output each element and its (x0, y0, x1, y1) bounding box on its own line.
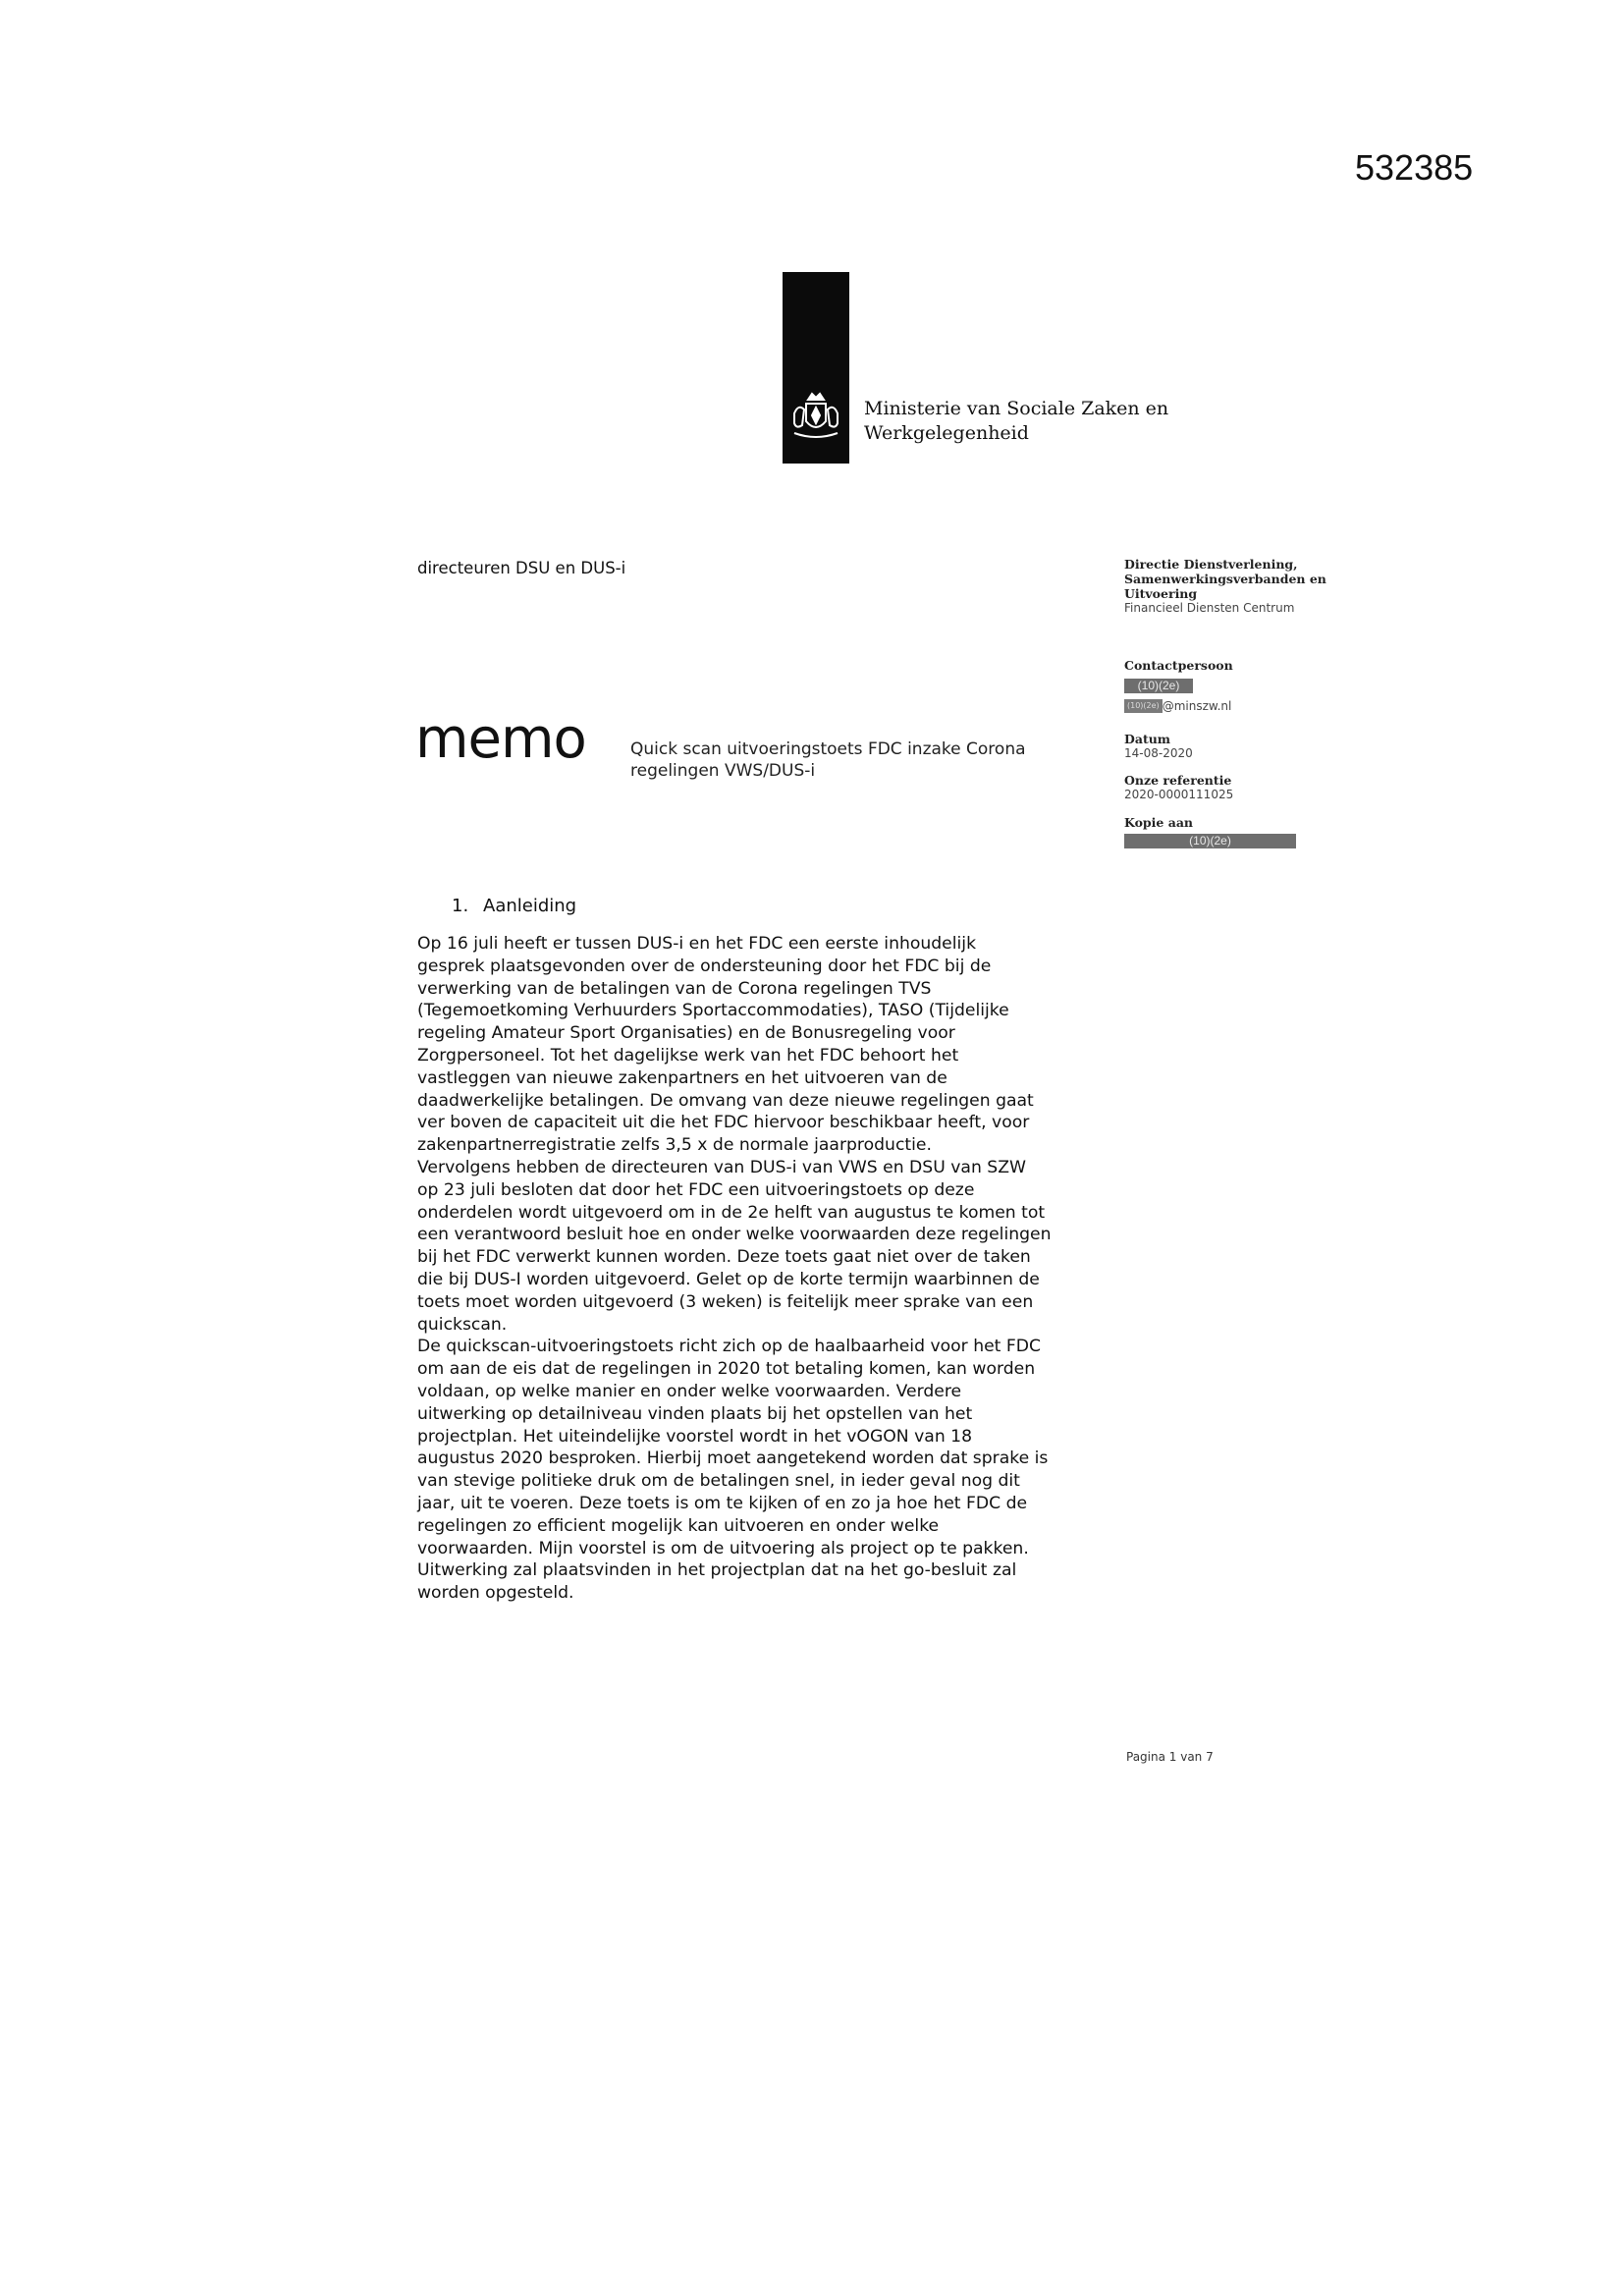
kopie-label: Kopie aan (1124, 815, 1194, 830)
recipients: directeuren DSU en DUS-i (417, 559, 626, 577)
department: Financieel Diensten Centrum (1124, 601, 1295, 615)
datum-value: 14-08-2020 (1124, 746, 1193, 760)
ministry-line-2: Werkgelegenheid (864, 422, 1029, 444)
kopie-redaction: (10)(2e) (1124, 834, 1296, 848)
ministry-name (864, 397, 1168, 446)
ministry-line-1: Ministerie van Sociale Zaken en (864, 398, 1169, 419)
ref-label: Onze referentie (1124, 773, 1232, 788)
email-domain: @minszw.nl (1162, 699, 1232, 713)
body-paragraph: Vervolgens hebben de directeuren van DUS-i van VWS en DSU van SZW op 23 juli besloten dat door het FDC een uitvoeringstoets op deze onderdelen wordt uitgevoerd om in de 2e helft van augustus te komen tot een verantwoord besluit hoe en onder welke voorwaarden deze regelingen bij het FDC verwerkt kunnen worden. Deze toets gaat niet over de taken die bij DUS-I worden uitgevoerd. Gelet op de korte termijn waarbinnen de toets moet worden uitgevoerd (3 weken) is feitelijk meer sprake van een quickscan. (417, 1157, 1052, 1335)
directorate-line-1: Directie Dienstverlening, (1124, 557, 1298, 572)
contact-label: Contactpersoon (1124, 658, 1233, 673)
royal-crest-icon (788, 390, 843, 445)
document-number: 532385 (1355, 147, 1474, 188)
sidebar-directorate (1124, 557, 1350, 616)
section-title: Aanleiding (483, 896, 577, 916)
page-number: Pagina 1 van 7 (1126, 1750, 1214, 1764)
ref-value: 2020-0000111025 (1124, 788, 1234, 801)
section-heading (452, 896, 576, 916)
directorate-line-2: Samenwerkingsverbanden en (1124, 572, 1326, 586)
subject-line-1: Quick scan uitvoeringstoets FDC inzake Corona (630, 739, 1026, 759)
sidebar-reference (1124, 773, 1350, 802)
body-paragraph: De quickscan-uitvoeringstoets richt zich op de haalbaarheid voor het FDC om aan de eis dat de regelingen in 2020 tot betaling komen, kan worden voldaan, op welke manier en onder welke voorwaarden. Verdere uitwerking op detailniveau vinden plaats bij het opstellen van het projectplan. Het uiteindelijke voorstel wordt in het vOGON van 18 augustus 2020 besproken. Hierbij moet aangetekend worden dat sprake is van stevige politieke druk om de betalingen snel, in ieder geval nog dit jaar, uit te voeren. Deze toets is om te kijken of en zo ja hoe het FDC de regelingen zo efficient mogelijk kan uitvoeren en onder welke voorwaarden. Mijn voorstel is om de uitvoering als project op te pakken. Uitwerking zal plaatsvinden in het projectplan dat na het go-besluit zal worden opgesteld. (417, 1337, 1049, 1604)
memo-body (417, 933, 1124, 1605)
sidebar-contact (1124, 658, 1350, 714)
logo-bar (783, 272, 849, 464)
sidebar-date (1124, 732, 1350, 761)
subject-line-2: regelingen VWS/DUS-i (630, 761, 816, 781)
section-number: 1. (452, 896, 469, 916)
memo-title: memo (415, 707, 586, 771)
sidebar-copy-to (1124, 815, 1350, 848)
body-paragraph: Op 16 juli heeft er tussen DUS-i en het FDC een eerste inhoudelijk gesprek plaatsgevonden over de ondersteuning door het FDC bij de verwerking van de betalingen van de Corona regelingen TVS (Tegemoetkoming Verhuurders Sportaccommodaties), TASO (Tijdelijke regeling Amateur Sport Organisaties) en de Bonusregeling voor Zorgpersoneel. Tot het dagelijkse werk van het FDC behoort het vastleggen van nieuwe zakenpartners en het uitvoeren van de daadwerkelijke betalingen. De omvang van deze nieuwe regelingen gaat ver boven de capaciteit uit die het FDC hiervoor beschikbaar heeft, voor zakenpartnerregistratie zelfs 3,5 x de normale jaarproductie. (417, 934, 1034, 1156)
email-redaction: (10)(2e) (1124, 699, 1163, 713)
contact-redaction: (10)(2e) (1124, 679, 1193, 693)
directorate-line-3: Uitvoering (1124, 586, 1198, 601)
memo-subject (630, 738, 1102, 782)
datum-label: Datum (1124, 732, 1171, 746)
